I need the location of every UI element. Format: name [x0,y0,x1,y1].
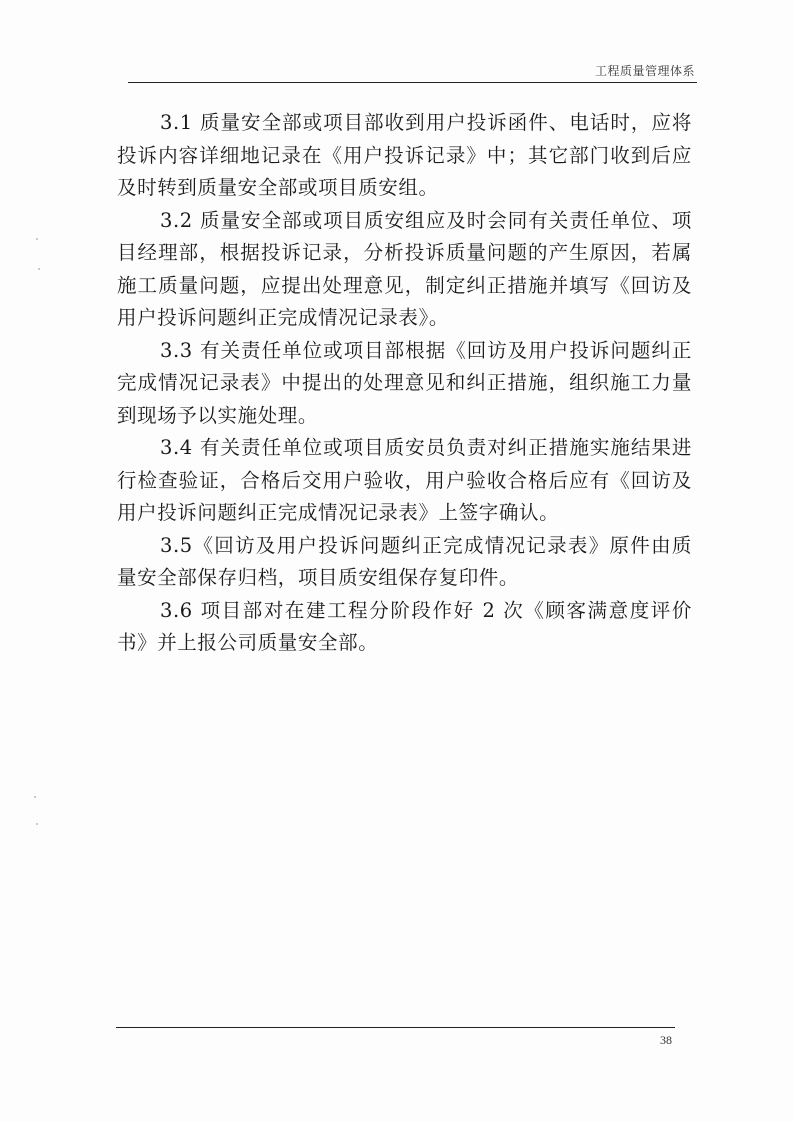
page-number: 38 [660,1033,672,1047]
paragraph-3-3: 3.3 有关责任单位或项目部根据《回访及用户投诉问题纠正完成情况记录表》中提出的处理意见和纠正措施，组织施工力量到现场予以实施处理。 [117,338,692,427]
header-rule [128,82,697,83]
paragraph-3-2: 3.2 质量安全部或项目质安组应及时会同有关责任单位、项目经理部，根据投诉记录，分析投诉质量问题的产生原因，若属施工质量问题，应提出处理意见，制定纠正措施并填写《回访及用户投诉问题纠正完成情况记录表》。 [117,208,692,329]
scan-speck [38,268,40,270]
paragraph-3-4: 3.4 有关责任单位或项目质安员负责对纠正措施实施结果进行检查验证，合格后交用户验收，用户验收合格后应有《回访及用户投诉问题纠正完成情况记录表》上签字确认。 [117,436,692,524]
paragraph-3-1: 3.1 质量安全部或项目部收到用户投诉函件、电话时，应将投诉内容详细地记录在《用户投诉记录》中；其它部门收到后应及时转到质量安全部或项目质安组。 [117,111,692,199]
footer-rule [116,1027,675,1028]
scan-speck [34,796,36,798]
body-text [117,107,692,660]
header-title: 工程质量管理体系 [594,64,695,78]
paragraph-3-5: 3.5《回访及用户投诉问题纠正完成情况记录表》原件由质量安全部保存归档，项目质安组保存复印件。 [117,533,692,589]
paragraph-3-6: 3.6 项目部对在建工程分阶段作好 2 次《顾客满意度评价书》并上报公司质量安全部。 [117,598,692,654]
scan-speck [36,238,38,240]
scan-speck [36,823,38,825]
